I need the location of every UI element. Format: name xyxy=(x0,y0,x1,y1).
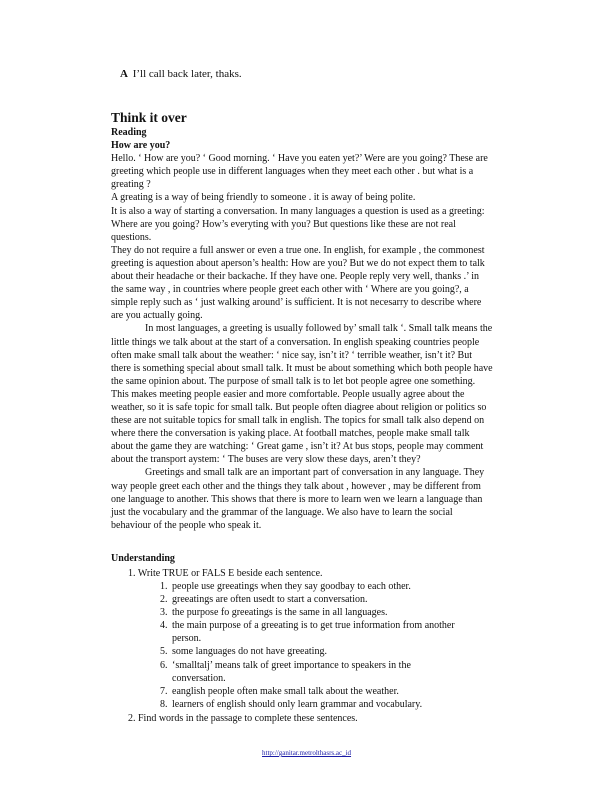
reading-subtitle: How are you? xyxy=(111,140,171,152)
reading-paragraph-2: A greating is a way of being friendly to someone . it is away of being polite. xyxy=(111,192,416,204)
true-false-list xyxy=(160,580,495,711)
dialog-text: I’ll call back later, thaks. xyxy=(132,68,242,80)
list-item: 2. greeatings are often usedt to start a conversation. xyxy=(160,594,368,606)
reading-paragraph-5: In most languages, a greeting is usually followed by’ small talk ‘. Small talk means the little things we talk about at the start of a conversation. In english speaking countries people often make small talk about the weather: ‘ nice say, isn’t it? ‘ terrible weather, isn’t it? But there is something special about small talk. It must be about something which both people have the same opinion about. The purpose of small talk is to let bot people agree one something. This makes meeting people easier and more comfortable. People usually agree about the weather, so it is safe topic for small talk. But people often diagree about religion or politics so these are not suitable topics for small talk in english. The topics for small talk also depend on where there the conversation is yaking place. At football matches, people make small talk about the game they are watching: ‘ Great game , isn’t it? At bus stops, people may comment about the transport aystem: ‘ The buses are very slow these days, aren’t they? xyxy=(111,323,493,466)
list-item: 7. eanglish people often make small talk about the weather. xyxy=(160,685,399,697)
reading-section xyxy=(111,126,493,532)
question-2: 2. Find words in the passage to complete these sentences. xyxy=(128,713,358,724)
list-item: 8. learners of english should only learn grammar and vocabulary. xyxy=(160,698,423,710)
list-item: 3. the purpose fo greeatings is the same in all languages. xyxy=(160,607,388,619)
reading-paragraph-6: Greetings and small talk are an important part of conversation in any language. They way people greet each other and the things they talk about , however , may be different from one language to another. This shows that there is more to learn wen we learn a language than just the vocabulary and the grammar of the language. We also have to learn the social behaviour of the people who speak it. xyxy=(111,467,485,531)
reading-paragraph-1: Hello. ‘ How are you? ‘ Good morning. ‘ Have you eaten yet?’ Were are you going? These are greeting which people use in different languages when they meet each other . but what is a greating ? xyxy=(111,153,488,191)
section-heading: Think it over xyxy=(111,110,187,125)
dialog-speaker: A xyxy=(120,68,128,80)
dialog-line xyxy=(120,68,242,80)
reading-paragraph-4: They do not require a full answer or even a true one. In english, for example , the commonest greeting is aquestion about aperson’s health: How are you? But we do not expect them to talk about their headache or their backache. If they have one. People reply very well, thanks .’ in the same way , in countries where people greet each other with ‘ Where are you going?, a simple reply such as ‘ just walking around’ is sufficient. It is not necesarry to describe where are you actually going. xyxy=(111,244,485,322)
list-item: 6. ‘smalltalj’ means talk of greet importance to speakers in the conversation. xyxy=(160,659,411,684)
understanding-label: Understanding xyxy=(111,553,175,564)
list-item: 5. some languages do not have greeating. xyxy=(160,646,327,658)
list-item: 1. people use greeatings when they say goodbay to each other. xyxy=(160,581,411,592)
reading-label: Reading xyxy=(111,127,147,138)
question-1: 1. Write TRUE or FALS E beside each sentence. xyxy=(128,568,323,579)
footer-link[interactable]: http://ganitar.metrolthasrs.ac_id xyxy=(262,749,352,757)
list-item: 4. the main purpose of a greeating is to get true information from another person. xyxy=(160,620,455,645)
reading-paragraph-3: It is also a way of starting a conversation. In many languages a question is used as a greeting: Where are you going? How’s everyting with you? But questions like these are not real questions. xyxy=(111,205,485,243)
